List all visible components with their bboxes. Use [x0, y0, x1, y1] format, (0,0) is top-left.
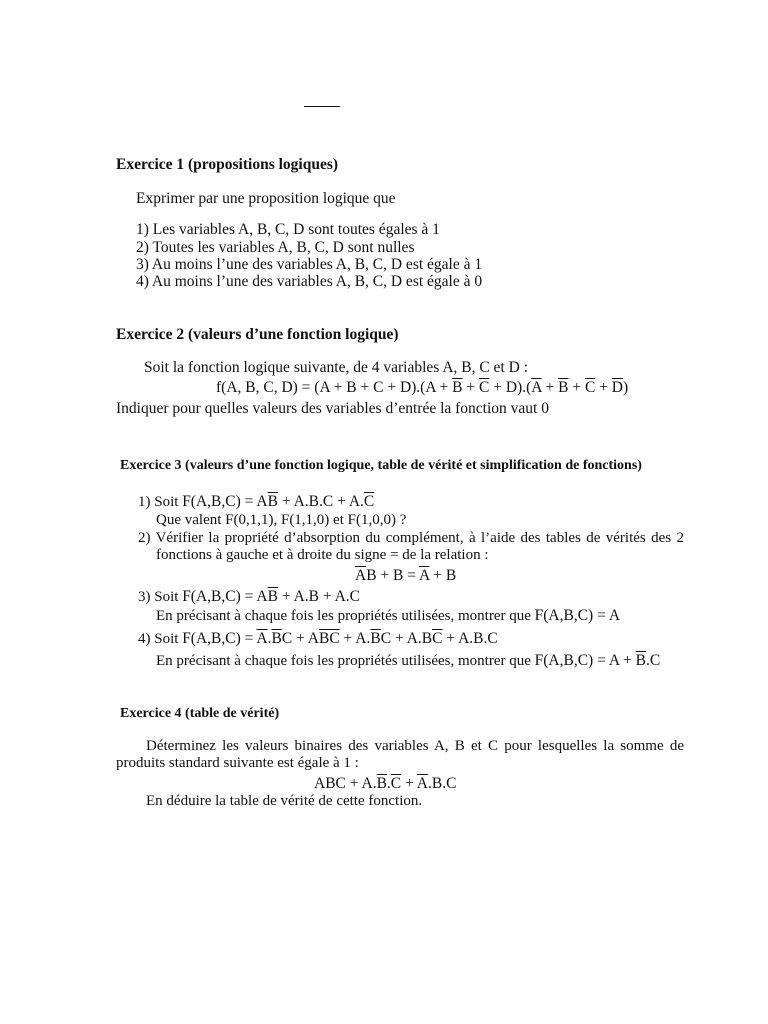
formula-term: + [462, 379, 480, 396]
formula-term: + A.B + A.C [277, 588, 361, 605]
complemented-term: $\overline{C}$ [479, 379, 490, 396]
complemented-term: $\overline{BC}$ [318, 630, 340, 647]
complemented-term: $\overline{C}$ [390, 775, 402, 792]
formula-term: F(A,B,C) = A [182, 588, 268, 605]
complemented-term: $\overline{A}$ [531, 379, 542, 396]
complemented-term: $\overline{C}$ [584, 379, 596, 396]
formula-term: . [386, 775, 391, 792]
complemented-term: $\overline{B}$ [370, 630, 381, 647]
ex3-q4-formula [182, 630, 498, 647]
ex2-formula [216, 379, 628, 397]
ex1-intro: Exprimer par une proposition logique que [136, 190, 396, 207]
formula-term: + D).( [489, 379, 532, 396]
ex2-intro: Soit la fonction logique suivante, de 4 variables A, B, C et D : [144, 359, 528, 376]
formula-term: + B [429, 567, 457, 584]
ex1-item-2: 2) Toutes les variables A, B, C, D sont nulles [136, 239, 415, 256]
ex3-q4-sub-text: En précisant à chaque fois les propriétés utilisées, montrer que [156, 653, 535, 669]
ex3-q4 [138, 630, 498, 648]
formula-term: . [267, 630, 272, 647]
formula-term: ) [622, 379, 629, 396]
formula-term: + [595, 379, 612, 396]
formula-term: F(A,B,C) = A + [534, 652, 636, 669]
formula-term: + [541, 379, 559, 396]
formula-term: F(A,B,C) = A [534, 607, 621, 624]
ex1-item-1: 1) Les variables A, B, C, D sont toutes égales à 1 [136, 221, 440, 238]
formula-term: f(A, B, C, D) = (A + B + C + D).(A + [216, 379, 453, 396]
ex3-title: Exercice 3 (valeurs d’une fonction logique, table de vérité et simplification de fonctions) [120, 458, 642, 473]
formula-term: + [401, 775, 417, 792]
formula-term: C + A [281, 630, 319, 647]
ex3-q3-sub-formula [535, 607, 620, 624]
top-divider [304, 106, 340, 107]
formula-term: .B.C [427, 775, 457, 792]
ex1-item-3: 3) Au moins l’une des variables A, B, C, D est égale à 1 [136, 256, 483, 273]
complemented-term: $\overline{A}$ [355, 567, 367, 584]
ex3-q3 [138, 588, 360, 606]
ex3-q1 [138, 493, 374, 511]
formula-term: + A. [339, 630, 371, 647]
complemented-term: $\overline{A}$ [416, 775, 428, 792]
complemented-term: $\overline{B}$ [267, 493, 278, 510]
formula-term: B + B = [366, 567, 420, 584]
ex3-q3-sub [156, 607, 620, 625]
complemented-term: $\overline{B}$ [452, 379, 463, 396]
formula-term: F(A,B,C) = [182, 630, 257, 647]
ex3-q1-formula [182, 493, 374, 510]
ex1-title: Exercice 1 (propositions logiques) [116, 156, 339, 173]
complemented-term: $\overline{A}$ [256, 630, 268, 647]
ex3-q1-sub: Que valent F(0,1,1), F(1,1,0) et F(1,0,0) ? [156, 512, 407, 528]
formula-term: .C [646, 652, 661, 669]
ex3-q4-sub [156, 652, 660, 670]
ex3-q3-prefix: 3) Soit [138, 589, 183, 605]
ex4-line1: Déterminez les valeurs binaires des variables A, B et C pour lesquelles la somme de [146, 738, 684, 754]
ex3-q2-line2: fonctions à gauche et à droite du signe = de la relation : [156, 547, 489, 563]
complemented-term: $\overline{B}$ [635, 652, 647, 669]
ex3-q2-formula [355, 567, 456, 585]
ex3-q2-line1: 2) Vérifier la propriété d’absorption du complément, à l’aide des tables de vérités des 2 [138, 530, 684, 546]
complemented-term: $\overline{B}$ [271, 630, 282, 647]
formula-term: F(A,B,C) = A [182, 493, 268, 510]
formula-term: + A.B.C + A. [277, 493, 364, 510]
formula-term: ABC + A. [314, 775, 377, 792]
ex2-question: Indiquer pour quelles valeurs des variables d’entrée la fonction vaut 0 [116, 400, 549, 417]
ex3-q4-sub-formula [535, 652, 661, 669]
complemented-term: $\overline{B}$ [376, 775, 387, 792]
formula-term: C + A.B [380, 630, 433, 647]
ex4-formula [314, 775, 456, 793]
ex1-item-4: 4) Au moins l’une des variables A, B, C, D est égale à 0 [136, 273, 483, 290]
ex3-q1-prefix: 1) Soit [138, 494, 183, 510]
ex4-line3: En déduire la table de vérité de cette fonction. [146, 793, 423, 809]
ex2-title: Exercice 2 (valeurs d’une fonction logique) [116, 326, 399, 343]
complemented-term: $\overline{C}$ [363, 493, 375, 510]
complemented-term: $\overline{D}$ [611, 379, 623, 396]
ex3-q4-prefix: 4) Soit [138, 631, 183, 647]
complemented-term: $\overline{B}$ [558, 379, 569, 396]
formula-term: + A.B.C [442, 630, 498, 647]
complemented-term: $\overline{B}$ [267, 588, 278, 605]
ex4-line2: produits standard suivante est égale à 1 : [116, 755, 359, 771]
ex4-title: Exercice 4 (table de vérité) [120, 706, 280, 721]
ex3-q3-sub-text: En précisant à chaque fois les propriétés utilisées, montrer que [156, 608, 535, 624]
ex3-q3-formula [182, 588, 360, 605]
complemented-term: $\overline{C}$ [432, 630, 443, 647]
complemented-term: $\overline{A}$ [419, 567, 430, 584]
formula-term: + [568, 379, 585, 396]
